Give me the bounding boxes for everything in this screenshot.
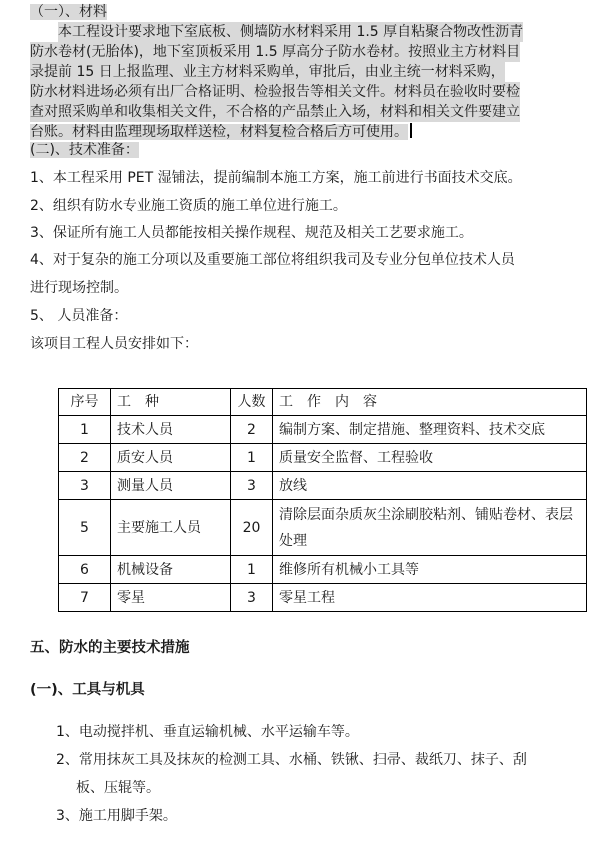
material-line-5: 查对照采购单和收集相关文件，不合格的产品禁止入场，材料和相关文件要建立 <box>30 104 520 120</box>
tools-item-1: 1、电动搅拌机、垂直运输机械、水平运输车等。 <box>56 724 359 740</box>
personnel-heading: 5、 人员准备： <box>30 308 128 324</box>
cell-index: 5 <box>59 500 111 556</box>
material-line-3: 录提前 15 日上报监理、业主方材料采购单，审批后，由业主统一材料采购， <box>30 64 505 80</box>
table-row <box>59 584 587 612</box>
tech-heading <box>30 140 139 160</box>
cell-index: 3 <box>59 472 111 500</box>
header-index: 序号 <box>59 389 111 416</box>
text-cursor <box>410 123 412 138</box>
tech-item-1: 1、本工程采用 PET 湿铺法，提前编制本施工方案，施工前进行书面技术交底。 <box>30 170 522 186</box>
cell-count: 3 <box>231 584 273 612</box>
material-line-2: 防水卷材(无胎体)，地下室顶板采用 1.5 厚高分子防水卷材。按照业主方材料目 <box>30 44 521 60</box>
cell-index: 7 <box>59 584 111 612</box>
cell-trade: 技术人员 <box>111 416 231 444</box>
cell-work: 质量安全监督、工程验收 <box>273 444 587 472</box>
material-heading <box>30 2 107 22</box>
tech-item-4: 4、对于复杂的施工分项以及重要施工部位将组织我司及专业分包单位技术人员 <box>30 252 515 268</box>
tools-item-2-cont: 板、压辊等。 <box>76 780 160 796</box>
cell-work: 清除层面杂质灰尘涂刷胶粘剂、铺贴卷材、表层处理 <box>273 500 587 556</box>
cell-trade: 主要施工人员 <box>111 500 231 556</box>
tech-item-2: 2、组织有防水专业施工资质的施工单位进行施工。 <box>30 198 347 214</box>
cell-work: 维修所有机械小工具等 <box>273 556 587 584</box>
cell-work: 编制方案、制定措施、整理资料、技术交底 <box>273 416 587 444</box>
tech-item-4-cont: 进行现场控制。 <box>30 280 128 296</box>
cell-index: 1 <box>59 416 111 444</box>
header-trade: 工 种 <box>111 389 231 416</box>
cell-trade: 质安人员 <box>111 444 231 472</box>
material-heading-text: （一）、材料 <box>30 4 107 20</box>
table-row <box>59 556 587 584</box>
tools-item-2: 2、常用抹灰工具及抹灰的检测工具、水桶、铁锹、扫帚、裁纸刀、抹子、刮 <box>56 752 527 768</box>
table-header-row <box>59 389 587 416</box>
staff-table <box>58 388 587 612</box>
cell-trade: 零星 <box>111 584 231 612</box>
table-row <box>59 416 587 444</box>
section-5-heading: 五、防水的主要技术措施 <box>30 640 190 656</box>
cell-count: 1 <box>231 444 273 472</box>
cell-trade: 机械设备 <box>111 556 231 584</box>
tools-item-3: 3、施工用脚手架。 <box>56 808 177 824</box>
cell-index: 6 <box>59 556 111 584</box>
cell-work: 零星工程 <box>273 584 587 612</box>
material-line-6-text: 台账。材料由监理现场取样送检，材料复检合格后方可使用。 <box>30 124 408 140</box>
cell-work: 放线 <box>273 472 587 500</box>
personnel-intro: 该项目工程人员安排如下： <box>30 336 198 352</box>
cell-index: 2 <box>59 444 111 472</box>
cell-count: 2 <box>231 416 273 444</box>
material-line-1: 本工程设计要求地下室底板、侧墙防水材料采用 1.5 厚自粘聚合物改性沥青 <box>58 24 524 40</box>
header-count: 人数 <box>231 389 273 416</box>
cell-trade: 测量人员 <box>111 472 231 500</box>
material-line-4: 防水材料进场必须有出厂合格证明、检验报告等相关文件。材料员在验收时要检 <box>30 84 520 100</box>
table-row <box>59 444 587 472</box>
cell-count: 3 <box>231 472 273 500</box>
cell-count: 1 <box>231 556 273 584</box>
section-5-subheading: (一)、工具与机具 <box>30 682 145 698</box>
table-row <box>59 500 587 556</box>
tech-heading-text: (二)、技术准备： <box>30 142 139 158</box>
cell-count: 20 <box>231 500 273 556</box>
header-work: 工 作 内 容 <box>273 389 587 416</box>
material-line-6 <box>30 122 412 142</box>
table-row <box>59 472 587 500</box>
tech-item-3: 3、保证所有施工人员都能按相关操作规程、规范及相关工艺要求施工。 <box>30 225 473 241</box>
